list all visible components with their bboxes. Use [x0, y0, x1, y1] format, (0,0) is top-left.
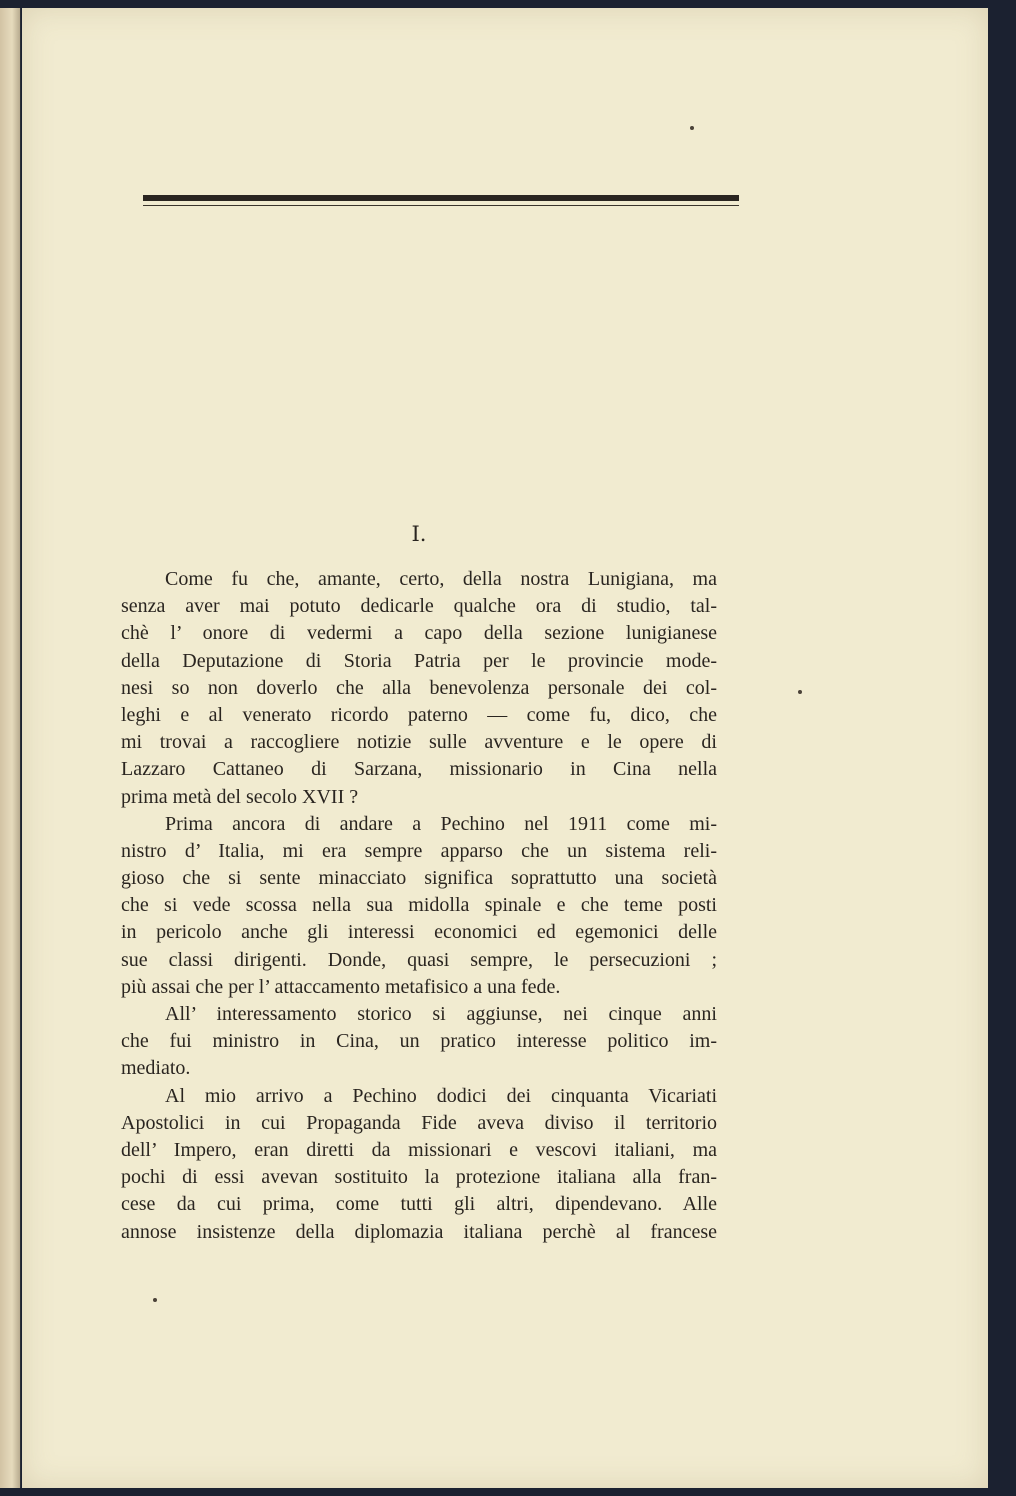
text-line: Prima ancora di andare a Pechino nel 1911 come mi-	[165, 812, 717, 835]
ink-speck	[798, 690, 802, 694]
text-line: prima metà del secolo XVII ?	[121, 785, 359, 808]
text-line: chè l’ onore di vedermi a capo della sezione lunigianese	[121, 622, 717, 645]
text-line: Come fu che, amante, certo, della nostra Lunigiana, ma	[165, 568, 717, 590]
text-line: nesi so non doverlo che alla benevolenza personale dei col-	[121, 676, 717, 699]
text-line: che si vede scossa nella sua midolla spinale e che teme posti	[121, 894, 717, 917]
text-line: Lazzaro Cattaneo di Sarzana, missionario in Cina nella	[121, 758, 717, 781]
ink-speck	[153, 1298, 157, 1302]
text-line: dell’ Impero, eran diretti da missionari e vescovi italiani, ma	[121, 1138, 717, 1161]
paragraph	[121, 811, 717, 1001]
text-line: cese da cui prima, come tutti gli altri, dipendevano. Alle	[121, 1193, 717, 1216]
text-line: che fui ministro in Cina, un pratico interesse politico im-	[121, 1030, 717, 1053]
text-line: Al mio arrivo a Pechino dodici dei cinquanta Vicariati	[165, 1084, 717, 1107]
header-rule-thin	[143, 205, 739, 206]
text-line: pochi di essi avevan sostituito la protezione italiana alla fran-	[121, 1166, 717, 1189]
text-line: mediato.	[121, 1057, 191, 1080]
body-text	[121, 566, 717, 1246]
text-line: leghi e al venerato ricordo paterno — come fu, dico, che	[121, 703, 717, 726]
ink-speck	[690, 126, 694, 130]
text-line: della Deputazione di Storia Patria per le provincie mode-	[121, 649, 717, 672]
paragraph	[121, 566, 717, 811]
paragraph	[121, 1083, 717, 1246]
text-line: in pericolo anche gli interessi economici ed egemonici delle	[121, 921, 717, 944]
text-line: All’ interessamento storico si aggiunse, nei cinque anni	[165, 1003, 717, 1025]
text-line: annose insistenze della diplomazia italiana perchè al francese	[121, 1220, 717, 1243]
text-line: senza aver mai potuto dedicarle qualche ora di studio, tal-	[121, 595, 717, 618]
text-line: gioso che si sente minacciato significa soprattutto una società	[121, 867, 717, 890]
text-line: Apostolici in cui Propaganda Fide aveva diviso il territorio	[121, 1111, 717, 1134]
header-rule-thick	[143, 195, 739, 201]
text-line: più assai che per l’ attaccamento metafisico a una fede.	[121, 975, 561, 998]
text-line: nistro d’ Italia, mi era sempre apparso che un sistema reli-	[121, 839, 717, 862]
previous-page-edge	[0, 8, 21, 1488]
section-heading: I.	[411, 522, 427, 546]
text-line: sue classi dirigenti. Donde, quasi sempre, le persecuzioni ;	[121, 948, 717, 971]
text-line: mi trovai a raccogliere notizie sulle avventure e le opere di	[121, 731, 717, 754]
paragraph	[121, 1001, 717, 1083]
